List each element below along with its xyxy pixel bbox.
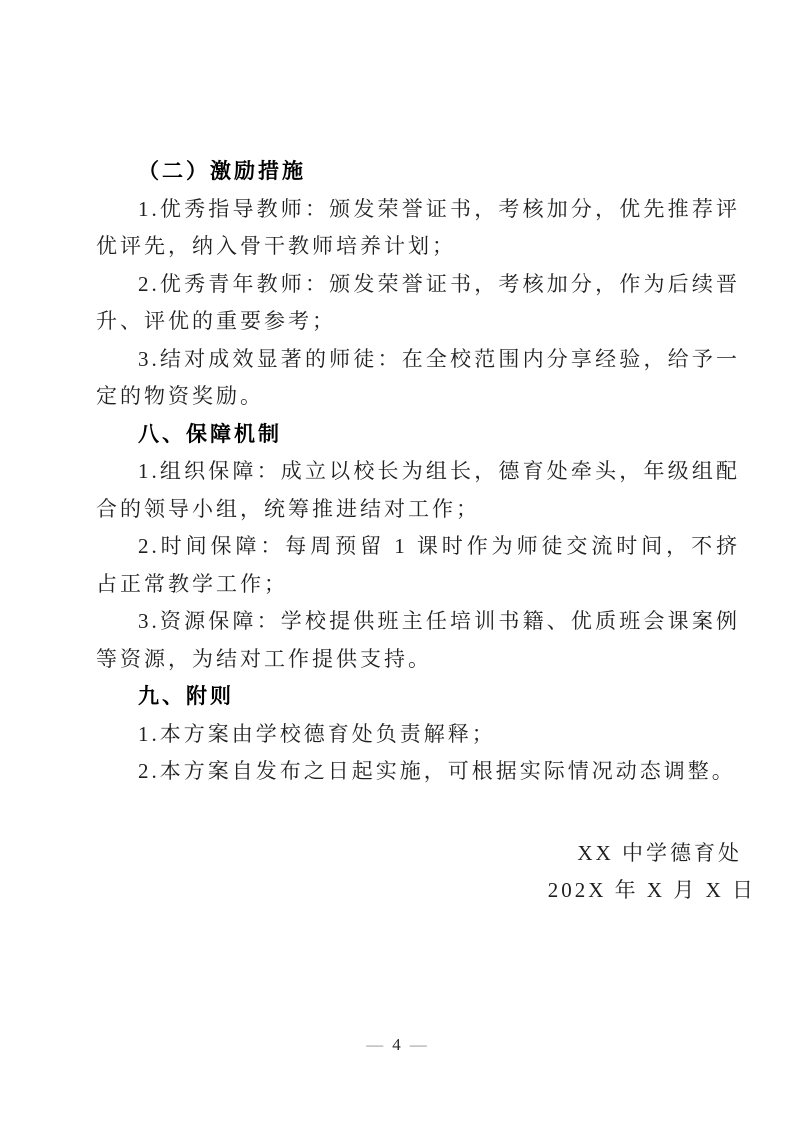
paragraph-safeguard-1: 1.组织保障：成立以校长为组长，德育处牵头，年级组配合的领导小组，统筹推进结对工作； bbox=[96, 459, 740, 521]
paragraph-safeguard-3: 3.资源保障：学校提供班主任培训书籍、优质班会课案例等资源，为结对工作提供支持。 bbox=[96, 609, 740, 671]
section-heading-safeguard-mechanism: 八、保障机制 bbox=[138, 421, 282, 446]
signature-block bbox=[0, 835, 793, 910]
paragraph-supplementary-2: 2.本方案自发布之日起实施，可根据实际情况动态调整。 bbox=[138, 759, 736, 783]
signature-organization: XX 中学德育处 bbox=[577, 840, 742, 865]
paragraph-incentive-2: 2.优秀青年教师：颁发荣誉证书，考核加分，作为后续晋升、评优的重要参考； bbox=[96, 271, 740, 333]
footer-left-dash: — bbox=[366, 1035, 384, 1054]
section-heading-incentive-measures: （二）激励措施 bbox=[138, 159, 306, 183]
footer-right-dash: — bbox=[409, 1035, 427, 1054]
section-heading-supplementary: 九、附则 bbox=[138, 684, 234, 708]
paragraph-supplementary-1: 1.本方案由学校德育处负责解释； bbox=[138, 721, 496, 746]
paragraph-incentive-3: 3.结对成效显著的师徒：在全校范围内分享经验，给予一定的物资奖励。 bbox=[96, 346, 740, 408]
paragraph-incentive-1: 1.优秀指导教师：颁发荣誉证书，考核加分，优先推荐评优评先，纳入骨干教师培养计划； bbox=[96, 196, 740, 258]
signature-date: 202X 年 X 月 X 日 bbox=[547, 878, 756, 902]
paragraph-safeguard-2: 2.时间保障：每周预留 1 课时作为师徒交流时间，不挤占正常教学工作； bbox=[96, 534, 740, 596]
page-footer bbox=[0, 1031, 793, 1059]
page-number: 4 bbox=[392, 1035, 401, 1054]
